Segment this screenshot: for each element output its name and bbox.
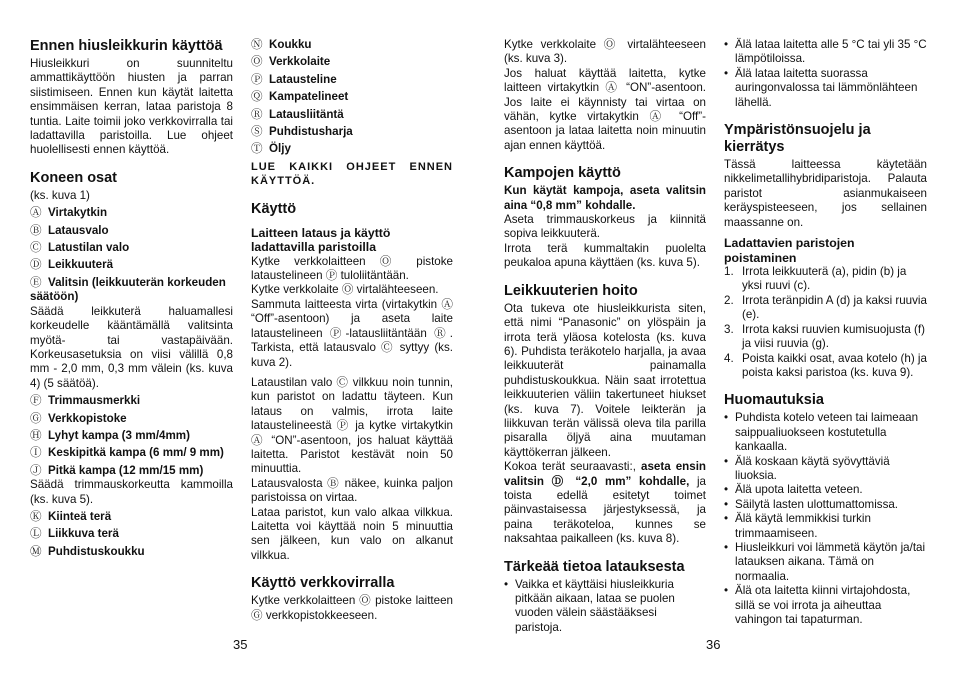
battery-info-list-cont bbox=[724, 38, 927, 110]
part-item: Ⓕ Trimmausmerkki bbox=[30, 394, 141, 408]
combs-step-2: Irrota terä kummaltakin puolelta peukaloa apuna käyttäen (ks. kuva 5). bbox=[504, 241, 706, 270]
heading-blade-care: Leikkuuterien hoito bbox=[504, 282, 638, 299]
read-all-instructions: LUE KAIKKI OHJEET ENNEN KÄYTTÖÄ. bbox=[251, 160, 453, 188]
list-item: 1. Irrota leikkuuterä (a), pidin (b) ja yksi ruuvi (c). bbox=[724, 265, 907, 293]
list-item: • Puhdista kotelo veteen tai laimeaan saippualiuokseen kostutetulla kankaalla. bbox=[724, 411, 927, 454]
column-4 bbox=[724, 38, 927, 627]
blade-care-text: Ota tukeva ote hiusleikkurista siten, että nimi “Panasonic” on ylöspäin ja irrota terä yläosa kotelosta (ks. kuva 6). Puhdista teräkotelo harjalla, ja avaa leikkuuterät painamalla puhdistuskoukkua. Näin saat irrotettua leikkuuterien väliin takertuneet hiukset (ks. kuva 7). Voitele leikterän ja liikkuvan terän välissä oleva tila parilla pisaralla öljyä aina muutaman käyttökerran jälkeen. bbox=[504, 301, 706, 459]
charging-step-6: Lataa paristot, kun valo alkaa vilkkua. Laitetta voi käyttää noin 5 minuuttia sen jälkeen, kun valo on alkanut vilkkua. bbox=[251, 505, 453, 562]
combs-step-1: Aseta trimmauskorkeus ja kiinnitä sopiva leikkuuterä. bbox=[504, 213, 706, 241]
column-1 bbox=[30, 38, 233, 562]
part-item: Ⓐ Virtakytkin bbox=[30, 206, 108, 220]
charging-step-5: Latausvalosta Ⓑ näkee, kuinka paljon paristoissa on virtaa. bbox=[251, 476, 453, 505]
part-item: Ⓚ Kiinteä terä bbox=[30, 509, 112, 523]
column-2 bbox=[251, 38, 453, 623]
part-item: Ⓛ Liikkuva terä bbox=[30, 527, 119, 541]
list-item: • Älä lataa laitetta suorassa auringonvalossa tai lämmönlähteen lähellä. bbox=[724, 67, 927, 110]
charging-step-3: Sammuta laitteesta virta (virtakytkin Ⓐ “Off”-asentoon) ja aseta laite lataustelineen Ⓟ-latausliitäntään Ⓡ. Tarkista, että latausvalo Ⓒ syttyy (ks. kuva 2). bbox=[251, 297, 453, 369]
list-item: 3. Irrota kaksi ruuvien kumisuojusta (f) ja viisi ruuvia (g). bbox=[724, 322, 925, 351]
heading-combs: Kampojen käyttö bbox=[504, 165, 621, 182]
list-item: 2. Irrota teränpidin A (d) ja kaksi ruuvia (e). bbox=[724, 293, 927, 322]
part-item: Ⓙ Pitkä kampa (12 mm/15 mm) bbox=[30, 463, 204, 477]
heading-use: Käyttö bbox=[251, 200, 297, 217]
list-item: • Säilytä lasten ulottumattomissa. bbox=[724, 498, 927, 512]
parts-list-a bbox=[30, 206, 233, 304]
page-number-left: 35 bbox=[233, 637, 248, 652]
environment-text: Tässä laitteessa käytetään nikkelimetallihybridiparistoja. Palauta paristot asianmukaiseen keräyspisteeseen, jos sellainen maassanne on. bbox=[724, 158, 927, 229]
heading-before-use: Ennen hiusleikkurin käyttöä bbox=[30, 38, 223, 54]
list-item: • Hiusleikkuri voi lämmetä käytön ja/tai latauksen aikana. Tämä on normaalia. bbox=[724, 541, 927, 584]
part-item: Ⓑ Latausvalo bbox=[30, 223, 109, 237]
parts-reference: (ks. kuva 1) bbox=[30, 188, 90, 202]
part-item: Ⓓ Leikkuuterä bbox=[30, 258, 114, 272]
part-item: Ⓒ Latustilan valo bbox=[30, 241, 130, 255]
part-item: Ⓞ Verkkolaite bbox=[251, 55, 331, 69]
mains-step-3: Jos haluat käyttää laitetta, kytke laitteen virtakytkin Ⓐ “ON”-asentoon. Jos laite ei käynnisty tai virtaa on vähän, kytke virtakytkin Ⓐ “Off”-asentoon ja lataa laitetta noin minuutin ajan ennen käyttöä. bbox=[504, 66, 706, 152]
mains-step-2: Kytke verkkolaite Ⓞ virtalähteeseen (ks. kuva 3). bbox=[504, 38, 706, 66]
parts-list-c bbox=[30, 510, 233, 559]
battery-info-list bbox=[504, 578, 706, 636]
parts-list-b bbox=[30, 394, 233, 478]
blade-assembly-text: Kokoa terät seuraavasti:, aseta ensin valitsin Ⓓ “2,0 mm” kohdalle, ja toista edellä esitetyt toimet päinvastaisessa järjestyksessä, ja paina teräkoteloa, kunnes se naksahtaa paikalleen (ks. kuva 8). bbox=[504, 460, 706, 546]
list-item: • Älä upota laitetta veteen. bbox=[724, 483, 927, 497]
list-item: • Älä lataa laitetta alle 5 °C tai yli 35 °C lämpötiloissa. bbox=[724, 38, 927, 67]
selector-description: Säädä leikkuterä haluamallesi korkeudelle kääntämällä valitsinta myötä- tai vastapäivään. Korkeusasetuksia on viisi välillä 0,8 mm - 2,0 mm, 0,3 mm välein (ks. kuva 4) (5 säätöä). bbox=[30, 304, 233, 390]
part-item: Ⓜ Puhdistuskoukku bbox=[30, 544, 145, 558]
comb-description: Säädä trimmauskorkeutta kammoilla (ks. kuva 5). bbox=[30, 478, 233, 506]
charging-step-2: Kytke verkkolaite Ⓞ virtalähteeseen. bbox=[251, 283, 439, 297]
part-item: Ⓔ Valitsin (leikkuuterän korkeuden säätöön) bbox=[30, 275, 226, 304]
part-item: Ⓘ Keskipitkä kampa (6 mm/ 9 mm) bbox=[30, 446, 224, 460]
heading-battery-removal: Ladattavien paristojen poistaminen bbox=[724, 236, 855, 265]
combs-warning: Kun käytät kampoja, aseta valitsin aina “0,8 mm” kohdalle. bbox=[504, 184, 706, 212]
list-item: 4. Poista kaikki osat, avaa kotelo (h) ja poista kaksi paristoa (ks. kuva 9). bbox=[724, 351, 927, 379]
part-item: Ⓝ Koukku bbox=[251, 38, 312, 51]
heading-parts: Koneen osat bbox=[30, 169, 118, 186]
list-item: • Vaikka et käyttäisi hiusleikkuria pitkään aikaan, lataa se puolen vuoden välein säästääksesi paristoja. bbox=[504, 578, 706, 636]
heading-environment: Ympäristönsuojelu ja kierrätys bbox=[724, 122, 871, 156]
heading-charging: Laitteen lataus ja käyttö ladattavilla paristoilla bbox=[251, 225, 391, 255]
part-item: Ⓢ Puhdistusharja bbox=[251, 125, 353, 139]
heading-battery-info: Tärkeää tietoa latauksesta bbox=[504, 558, 685, 575]
part-item: Ⓣ Öljy bbox=[251, 142, 291, 156]
charging-step-1: Kytke verkkolaitteen Ⓞ pistoke lataustelineen Ⓟ tuloliitäntään. bbox=[251, 254, 453, 283]
column-3 bbox=[504, 38, 706, 635]
list-item: • Älä ota laitetta kiinni virtajohdosta, sillä se voi irrota ja aiheuttaa vahingon tai tapaturman. bbox=[724, 584, 927, 627]
heading-mains-use: Käyttö verkkovirralla bbox=[251, 575, 395, 592]
part-item: Ⓠ Kampatelineet bbox=[251, 90, 349, 104]
part-item: Ⓖ Verkkopistoke bbox=[30, 411, 127, 425]
parts-list-d bbox=[251, 38, 453, 157]
mains-step-1: Kytke verkkolaitteen Ⓞ pistoke laitteen Ⓖ verkkopistokkeeseen. bbox=[251, 594, 453, 622]
charging-step-4: Lataustilan valo Ⓒ vilkkuu noin tunnin, kun paristot on ladattu täyteen. Kun lataus on valmis, irrota laite lataustelineestä Ⓟ ja kytke virtakytkin Ⓐ “ON”-asentoon, jos haluat käyttää laitetta. Paristot kestävät noin 50 minuuttia. bbox=[251, 375, 453, 476]
part-item: Ⓟ Latausteline bbox=[251, 72, 337, 86]
part-item: Ⓗ Lyhyt kampa (3 mm/4mm) bbox=[30, 428, 190, 442]
paragraph-before-use: Hiusleikkuri on suunniteltu ammattikäyttöön hiusten ja parran siistimiseen. Ennen kun käytät laitetta ensimmäisen kerran, lataa paristoja 8 tuntia. Laite toimii joko verkkovirralla tai ladattavilla paristoilla. Lue ohjeet huolellisesti ennen käyttöä. bbox=[30, 57, 233, 157]
part-item: Ⓡ Latausliitäntä bbox=[251, 107, 344, 121]
list-item: • Älä koskaan käytä syövyttäviä liuoksia. bbox=[724, 455, 927, 484]
notes-list bbox=[724, 411, 927, 627]
heading-notes: Huomautuksia bbox=[724, 392, 824, 409]
page-number-right: 36 bbox=[706, 637, 721, 652]
list-item: • Älä käytä lemmikkisi turkin trimmaamiseen. bbox=[724, 512, 927, 541]
battery-removal-steps bbox=[724, 265, 927, 380]
